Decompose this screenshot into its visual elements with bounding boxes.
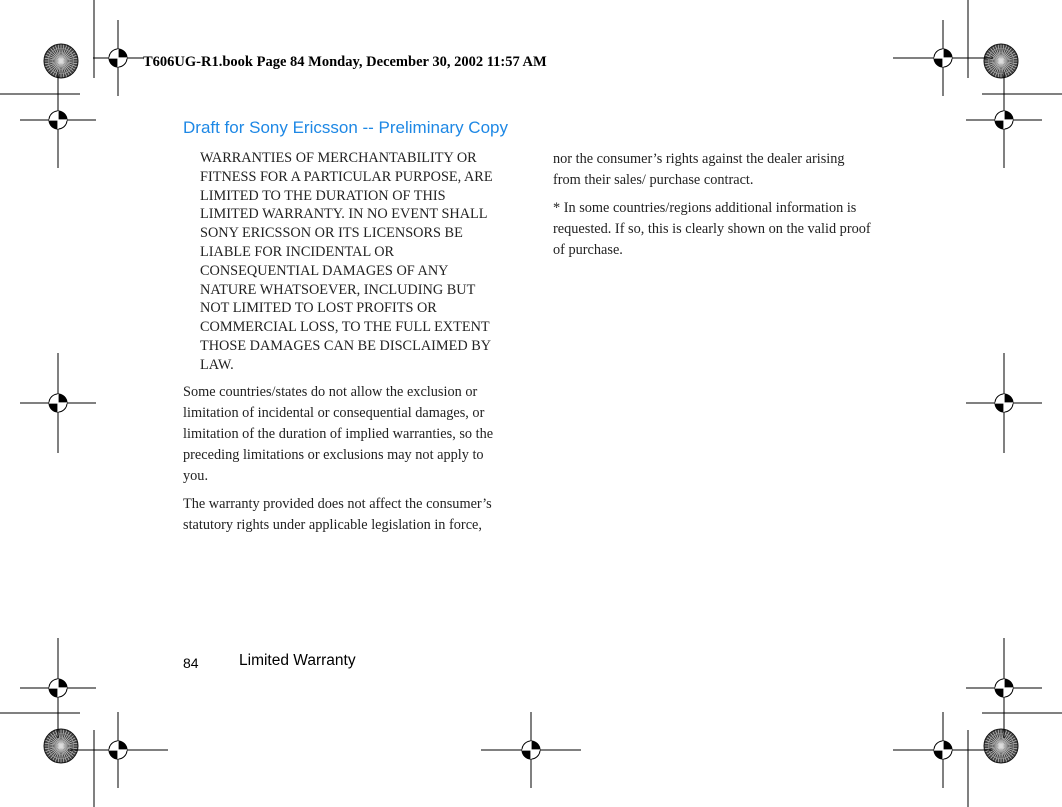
caps-line: SONY ERICSSON OR ITS LICENSORS BE: [200, 225, 463, 242]
registration-mark-left-lower: [20, 638, 96, 738]
statutory-rights-paragraph: [183, 494, 543, 536]
text-line: of purchase.: [553, 242, 623, 258]
starburst-mark-top-left: [44, 44, 78, 78]
text-line: nor the consumer’s rights against the dealer arising: [553, 151, 845, 167]
right-column-body: [553, 149, 923, 261]
starburst-mark-top-right: [984, 44, 1018, 78]
registration-mark-left-middle: [20, 353, 96, 453]
registration-mark-bottom-center: [481, 712, 581, 788]
text-line: from their sales/ purchase contract.: [553, 172, 754, 188]
caps-line: LIMITED TO THE DURATION OF THIS: [200, 187, 446, 204]
text-line: statutory rights under applicable legislation in force,: [183, 517, 482, 533]
caps-line: NATURE WHATSOEVER, INCLUDING BUT: [200, 281, 476, 298]
caps-line: CONSEQUENTIAL DAMAGES OF ANY: [200, 262, 449, 279]
text-line: limitation of the duration of implied warranties, so the: [183, 426, 494, 442]
text-line: requested. If so, this is clearly shown on the valid proof: [553, 221, 871, 237]
dealer-rights-paragraph: [553, 149, 923, 191]
section-title: Limited Warranty: [239, 652, 356, 669]
caps-line: NOT LIMITED TO LOST PROFITS OR: [200, 300, 437, 317]
registration-mark-top-right: [893, 20, 993, 96]
caps-line: WARRANTIES OF MERCHANTABILITY OR: [200, 150, 477, 166]
draft-notice: Draft for Sony Ericsson -- Preliminary Copy: [183, 118, 508, 137]
caps-line: LAW.: [200, 356, 234, 373]
text-line: limitation of incidental or consequential damages, or: [183, 405, 485, 421]
caps-line: LIMITED WARRANTY. IN NO EVENT SHALL: [200, 206, 488, 223]
text-line: The warranty provided does not affect the consumer’s: [183, 496, 492, 512]
text-line: you.: [183, 468, 209, 484]
exclusion-paragraph: [183, 382, 543, 487]
starburst-mark-bottom-right: [984, 729, 1018, 763]
left-column-body: [183, 382, 543, 536]
footnote-paragraph: [553, 198, 923, 261]
registration-mark-left-upper: [20, 72, 96, 168]
registration-mark-right-middle: [966, 353, 1042, 453]
caps-line: THOSE DAMAGES CAN BE DISCLAIMED BY: [200, 337, 492, 354]
starburst-mark-bottom-left: [44, 729, 78, 763]
text-line: * In some countries/regions additional information is: [553, 200, 857, 216]
text-line: preceding limitations or exclusions may not apply to: [183, 447, 484, 463]
page-number: 84: [183, 655, 199, 671]
caps-line: COMMERCIAL LOSS, TO THE FULL EXTENT: [200, 319, 490, 336]
registration-mark-right-upper: [966, 72, 1042, 168]
registration-mark-top-left: [93, 20, 143, 96]
caps-line: LIABLE FOR INCIDENTAL OR: [200, 243, 395, 260]
registration-mark-bottom-right: [893, 712, 993, 788]
caps-line: FITNESS FOR A PARTICULAR PURPOSE, ARE: [200, 168, 493, 185]
registration-mark-bottom-left: [68, 712, 168, 788]
file-info-header: T606UG-R1.book Page 84 Monday, December 30, 2002 11:57 AM: [143, 54, 547, 70]
warranty-caps-text: [200, 149, 545, 375]
registration-mark-right-lower: [966, 638, 1042, 738]
text-line: Some countries/states do not allow the exclusion or: [183, 384, 478, 400]
